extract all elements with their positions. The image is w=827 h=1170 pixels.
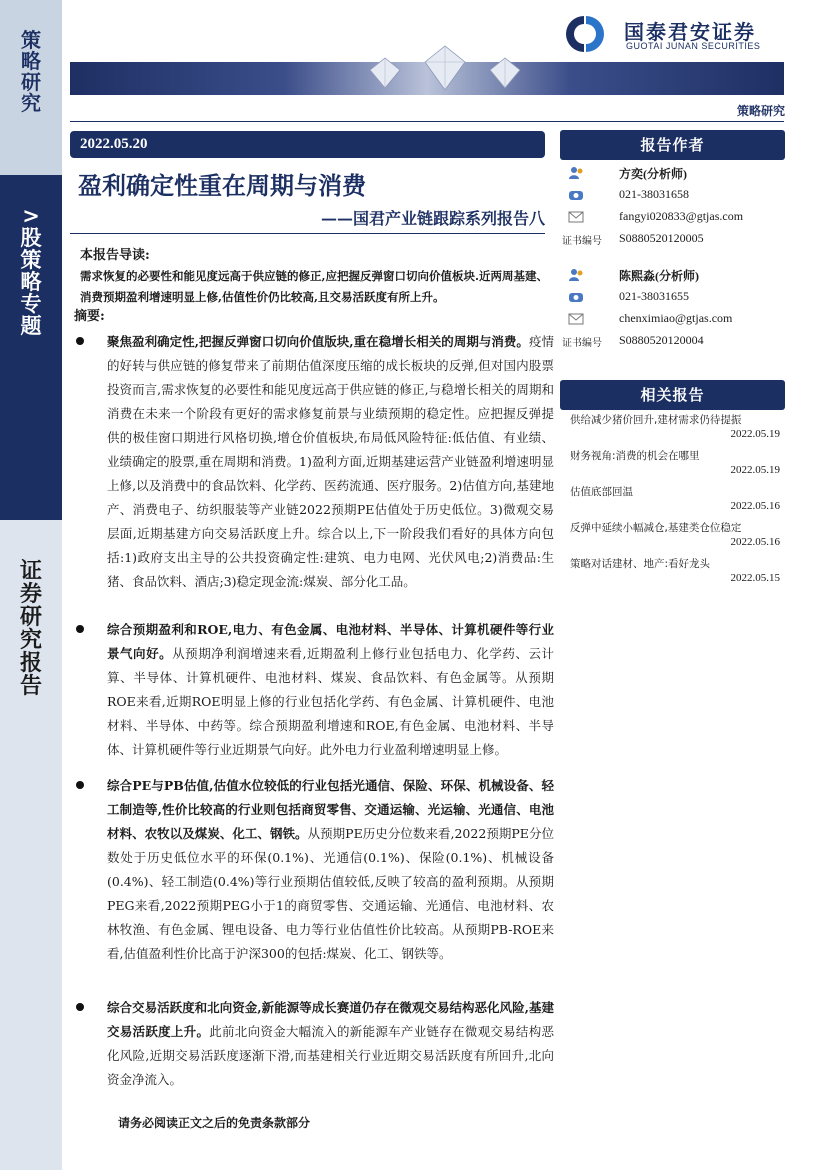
bullet-body: 从预期PE历史分位数来看,2022预期PE分位数处于历史低位水平的环保(0.1%)、光通信(0.1%)、保险(0.1%)、机械设备(0.4%)、轻工制造(0.4%)等行业预期估值较低,反映了较高的盈利预期。从预期PEG来看,2022预期PEG小于1的商贸零售、交通运输、光通信、电池材料、农林牧渔、有色金属、锂电设备、电力等行业估值性价比较高。从预期PB-ROE来看,估值盈利性价比高于沪深300的包括:煤炭、化工、钢铁等。 [107,826,554,961]
guide-text: 需求恢复的必要性和能见度远高于供应链的修正,应把握反弹窗口切向价值板块.近两周基建、消费预期盈利增速明显上修,估值性价仍比较高,且交易活跃度有所上升。 [80,269,549,304]
divider [70,233,545,234]
bullet-icon [76,625,84,633]
bullet-body: 此前北向资金大幅流入的新能源车产业链存在微观交易结构恶化风险,近期交易活跃度逐渐下滑,而基建相关行业近期交易活跃度有所回升,北向资金净流入。 [107,1024,554,1087]
cert-label: 证书编号 [562,236,602,247]
related-report-date: 2022.05.16 [730,536,780,548]
page-title: 盈利确定性重在周期与消费 [78,171,366,200]
abstract-bullet [76,774,554,966]
diamond-decoration-icon [340,40,560,100]
person-icon [568,166,584,180]
logo-name-cn: 国泰君安证券 [624,20,756,44]
author-cert: S0880520120004 [619,333,704,347]
section-label: 策略研究 [736,104,785,118]
related-reports-list [566,410,782,590]
cert-label: 证书编号 [562,338,602,349]
related-report-item[interactable] [566,410,782,446]
related-report-title: 估值底部回温 [570,486,633,498]
email-icon [568,312,584,326]
author-card [562,162,787,250]
sidebar-top-label: 策 略 研 究 [21,28,41,115]
related-heading: 相关报告 [560,380,785,410]
divider [70,121,784,122]
sidebar-middle-label: > 股 策 略 专 题 [20,203,42,339]
bullet-body: 疫情的好转与供应链的修复带来了前期估值深度压缩的成长板块的反弹,但对国内股票投资而言,需求恢复的必要性和能见度远高于供应链的修正,与稳增长相关的周期和消费在未来一个阶段有更好的需求修复前景与业绩预期的稳定性。应把握反弹提供的极佳窗口期进行风格切换,增仓价值板块,布局低风险特征:低估值、有业绩、业绩确定的股票,重在周期和消费。1)盈利方面,近期基建运营产业链盈利增速明显上修,以及消费中的食品饮料、化学药、医药流通、医疗服务。2)估值方向,基建地产、消费电子、纺织服装等产业链2022预期PE估值处于历史低位。3)微观交易层面,近期基建方向交易活跃度上升。综合以上,下一阶段我们看好的具体方向包括:1)政府支出主导的公共投资确定性:建筑、电力电网、光伏风电;2)消费品:生猪、食品饮料、酒店;3)稳定现金流:煤炭、部分化工品。 [107,334,554,589]
abstract-bullet [76,996,554,1092]
email-icon [568,210,584,224]
related-report-title: 策略对话建材、地产:看好龙头 [570,558,711,570]
author-phone: 021-38031655 [619,289,689,303]
bullet-lead: 综合预期盈利和ROE,电力、有色金属、电池材料、半导体、计算机硬件等行业景气向好。 [107,622,554,661]
abstract-bullet [76,330,554,594]
person-icon [568,268,584,282]
phone-icon [568,290,584,304]
related-report-item[interactable] [566,482,782,518]
related-report-item[interactable] [566,518,782,554]
author-email[interactable]: fangyi020833@gtjas.com [619,209,744,223]
bullet-lead: 综合交易活跃度和北向资金,新能源等成长赛道仍存在微观交易结构恶化风险,基建交易活跃度上升。 [107,1000,554,1039]
related-report-item[interactable] [566,554,782,590]
related-report-date: 2022.05.16 [730,500,780,512]
sidebar-bottom-label: 证 券 研 究 报 告 [19,558,42,700]
authors-heading: 报告作者 [560,130,785,160]
bullet-body: 从预期净利润增速来看,近期盈利上修行业包括电力、化学药、云计算、半导体、计算机硬件、电池材料、煤炭、食品饮料、有色金属等。从预期ROE来看,近期ROE明显上修的行业包括化学药、有色金属、计算机硬件、电池材料、半导体、中药等。综合预期盈利增速和ROE,有色金属、电池材料、半导体、计算机硬件等行业近期景气向好。此外电力行业盈利增速明显上修。 [107,646,554,757]
bullet-icon [76,781,84,789]
author-card [562,264,787,352]
related-report-title: 反弹中延续小幅减仓,基建类仓位稳定 [570,522,742,534]
logo-mark-icon [558,14,610,54]
related-report-title: 财务视角:消费的机会在哪里 [570,450,700,462]
report-date: 2022.05.20 [70,131,545,158]
left-sidebar [0,0,62,1170]
header-banner [70,62,784,95]
author-name: 方奕(分析师) [619,167,687,181]
logo-name-en: GUOTAI JUNAN SECURITIES [626,41,761,51]
related-report-title: 供给减少猪价回升,建材需求仍待提振 [570,414,742,426]
author-email[interactable]: chenximiao@gtjas.com [619,311,733,325]
abstract-bullet [76,618,554,762]
related-report-date: 2022.05.19 [730,428,780,440]
related-report-item[interactable] [566,446,782,482]
author-name: 陈熙淼(分析师) [619,269,699,283]
page-subtitle: ——国君产业链跟踪系列报告八 [320,209,545,228]
bullet-lead: 综合PE与PB估值,估值水位较低的行业包括光通信、保险、环保、机械设备、轻工制造等,性价比较高的行业则包括商贸零售、交通运输、光运输、光通信、电池材料、农牧以及煤炭、化工、钢铁。 [107,778,554,841]
guide-heading: 本报告导读: [80,248,150,263]
bullet-icon [76,1003,84,1011]
author-phone: 021-38031658 [619,187,689,201]
disclaimer-text: 请务必阅读正文之后的免责条款部分 [118,1116,311,1130]
related-report-date: 2022.05.19 [730,464,780,476]
phone-icon [568,188,584,202]
company-logo [558,14,788,54]
abstract-heading: 摘要: [74,309,105,324]
author-cert: S0880520120005 [619,231,704,245]
bullet-icon [76,337,84,345]
bullet-lead: 聚焦盈利确定性,把握反弹窗口切向价值版块,重在稳增长相关的周期与消费。 [107,334,529,349]
related-report-date: 2022.05.15 [730,572,780,584]
